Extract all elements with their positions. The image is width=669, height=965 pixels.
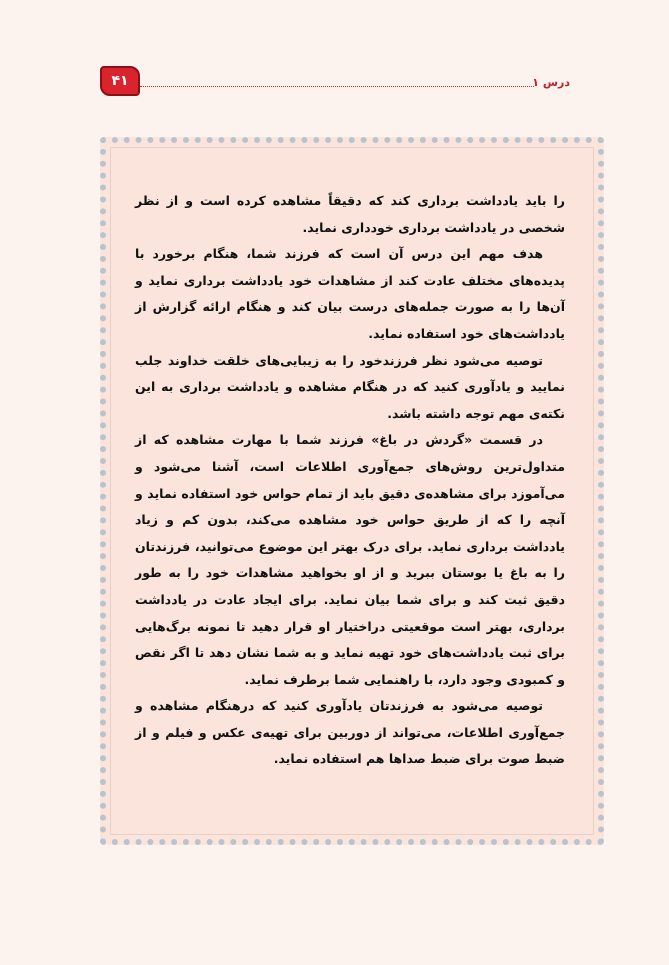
paragraph-3: توصیه می‌شود نظر فرزندخود را به زیبایی‌های خلقت خداوند جلب نمایید و یادآوری کنید که در هنگام مشاهده و یادداشت برداری به این نکته‌ی مهم توجه داشته باشد. — [135, 352, 565, 421]
paragraph-1: را باید یادداشت برداری کند که دقیقاً مشاهده کرده است و از نظر شخصی در یادداشت برداری خودداری نماید. — [135, 193, 565, 235]
page-number: ۴۱ — [111, 73, 129, 89]
paragraph-5: توصیه می‌شود به فرزندتان یادآوری کنید که درهنگام مشاهده و جمع‌آوری اطلاعات، می‌تواند از دوربین برای تهیه‌ی عکس و فیلم و از ضبط صوت برای ضبط صداها هم استفاده نماید. — [135, 698, 565, 767]
body-text — [135, 188, 565, 773]
header-dotted-rule — [140, 86, 534, 87]
paragraph-2: هدف مهم این درس آن است که فرزند شما، هنگام برخورد با پدیده‌های مختلف عادت کند از مشاهدات خود یادداشت برداری نماید و آن‌ها را به صورت جمله‌های درست بیان کند و هنگام ارائه گزارش از یادداشت‌های خود استفاده نماید. — [135, 246, 565, 341]
page-number-badge — [100, 66, 140, 96]
lesson-label: درس ۱ — [532, 76, 570, 89]
paragraph-4: در قسمت «گردش در باغ» فرزند شما با مهارت مشاهده که از متداول‌ترین روش‌های جمع‌آوری اطلاعات است، آشنا می‌شود و می‌آموزد برای مشاهده‌ی دقیق باید از تمام حواس خود استفاده نماید و آنچه را که از طریق حواس خود مشاهده می‌کند، بدون کم و زیاد یادداشت برداری نماید. برای درک بهتر این موضوع می‌توانید، فرزندتان را به باغ یا بوستان ببرید و از او بخواهید مشاهدات خود را به طور دقیق ثبت کند و برای شما بیان نماید. برای ایجاد عادت در یادداشت برداری، بهتر است موقعیتی دراختیار او قرار دهید تا نمونه برگ‌هایی برای ثبت یادداشت‌های خود تهیه نماید و به شما نشان دهد تا اگر نقص و کمبودی وجود دارد، با راهنمایی شما برطرف نماید. — [135, 432, 565, 687]
page-header — [100, 66, 570, 96]
